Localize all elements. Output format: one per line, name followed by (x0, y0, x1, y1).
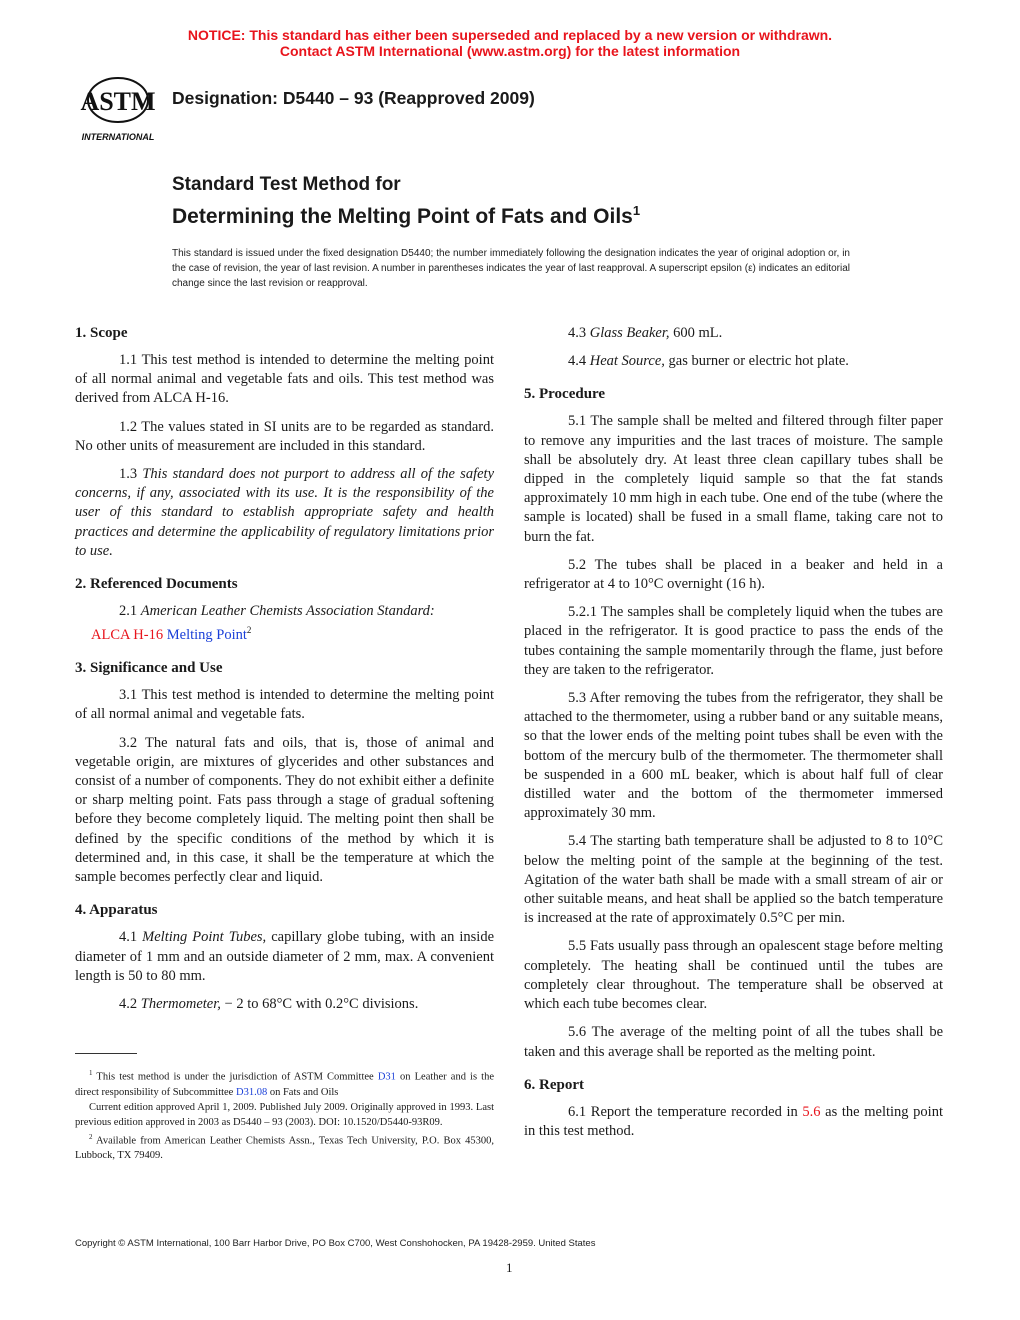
apparatus-4-1 (75, 928, 494, 986)
procedure-5-5: 5.5 Fats usually pass through an opalescent stage before melting completely. The heating shall be continued until the tubes are completely clear throughout. The temperature shall be observed at which each tube becomes clear. (524, 938, 943, 1013)
apparatus-4-2-num: 4.2 (119, 995, 141, 1012)
scope-1-3-text: This standard does not purport to address all of the safety concerns, if any, associated with its use. It is the responsibility of the user of this standard to establish appropriate safety and health practices and determine the applicability of regulatory limitations prior to use. (75, 466, 494, 559)
referenced-2-1-text: American Leather Chemists Association Standard: (140, 603, 435, 620)
apparatus-4-2-term: Thermometer, (140, 995, 221, 1012)
apparatus-4-4-text: gas burner or electric hot plate. (664, 353, 849, 370)
apparatus-4-1-text: capillary globe tubing, with an inside diameter of 1 mm and an outside diameter of 2 mm, max. A convenient length is 50 to 80 mm. (75, 929, 495, 984)
procedure-5-2: 5.2 The tubes shall be placed in a beaker and held in a refrigerator at 4 to 10°C overnight (16 h). (524, 556, 943, 593)
footnote-1-text-b: on Leather and is the direct responsibility of Subcommittee (75, 1071, 494, 1098)
apparatus-4-4 (524, 352, 943, 371)
title-footnote-mark: 1 (632, 203, 641, 218)
apparatus-4-2-text: − 2 to 68°C with 0.2°C divisions. (220, 995, 419, 1012)
title-line-2 (172, 198, 640, 230)
title-line-1: Standard Test Method for (172, 174, 401, 195)
left-column (75, 324, 494, 1023)
section-significance-heading: 3. Significance and Use (75, 660, 223, 677)
procedure-5-1: 5.1 The sample shall be melted and filtered through filter paper to remove any impurities and the last traces of moisture. The sample shall be absolutely dry. At least three clean capillary tubes shall be dipped in the completely liquid sample so that the fat stands approximately 10 mm high in each tube. One end of the tube (where the sample is located) shall be fused in a small flame, taking care not to burn the fat. (524, 413, 943, 545)
scope-1-3 (75, 465, 494, 561)
footnote-2-mark: 2 (89, 1132, 93, 1141)
apparatus-4-3-term: Glass Beaker, (589, 325, 670, 341)
referenced-2-1 (75, 602, 494, 621)
significance-3-1: 3.1 This test method is intended to determine the melting point of all normal animal and vegetable fats. (75, 687, 494, 723)
copyright: Copyright © ASTM International, 100 Barr Harbor Drive, PO Box C700, West Conshohocken, PA 19428-2959. United States (75, 1238, 596, 1249)
procedure-5-2-1: 5.2.1 The samples shall be completely liquid when the tubes are placed in the refrigerator. It is good practice to pass the ends of the tubes containing the sample momentarily through the flame, just before they are taken to the refrigerator. (524, 604, 943, 678)
procedure-5-6: 5.6 The average of the melting point of all the tubes shall be taken and this average shall be reported as the melting point. (524, 1024, 943, 1060)
apparatus-4-1-term: Melting Point Tubes, (142, 929, 267, 946)
alca-link[interactable]: ALCA H-16 (91, 627, 164, 644)
intro-paragraph: This standard is issued under the fixed designation D5440; the number immediately following the designation indicates the year of original adoption or, in the case of revision, the year of last revision. A number in parentheses indicates the year of last reapproval. A superscript epsilon (ε) indicates an editorial change since the last revision or reapproval. (172, 248, 850, 289)
notice-line-1: NOTICE: This standard has either been superseded and replaced by a new version or withdrawn. (187, 27, 833, 43)
report-6-1-text-a: 6.1 Report the temperature recorded in (568, 1103, 803, 1120)
apparatus-4-3-num: 4.3 (568, 325, 590, 341)
page-number: 1 (506, 1260, 513, 1275)
section-5-6-link[interactable]: 5.6 (802, 1103, 821, 1120)
d31-08-link[interactable]: D31.08 (235, 1086, 268, 1098)
scope-1-3-num: 1.3 (119, 466, 143, 483)
apparatus-4-3-text: 600 mL. (669, 325, 723, 341)
footnote-1-text-a: This test method is under the jurisdiction of ASTM Committee (92, 1071, 378, 1083)
scope-1-1: 1.1 This test method is intended to determine the melting point of all normal animal and vegetable fats and oils. This test method was derived from ALCA H-16. (75, 352, 494, 407)
logo-letters: ASTM (80, 87, 156, 116)
procedure-5-3: 5.3 After removing the tubes from the refrigerator, they shall be attached to the thermometer, using a rubber band or any suitable means, so that the lower ends of the melting point tubes shall be even with the bottom of the mercury bulb of the thermometer. The thermometer shall be suspended in a 600 mL beaker, which is about half full of clear distilled water and the bottom of the thermometer immersed approximately 30 mm. (524, 690, 943, 822)
footnote-2-text: Available from American Leather Chemists Assn., Texas Tech University, P.O. Box 45300, Lubbock, TX 79409. (75, 1135, 494, 1161)
apparatus-4-4-num: 4.4 (568, 353, 590, 370)
procedure-5-4: 5.4 The starting bath temperature shall be adjusted to 8 to 10°C below the melting point of the sample at the beginning of the test. Agitation of the water bath shall be made with a small stream of air or other suitable means, and heat shall be applied so the batch temperature is increased at the rate of approximately 0.5°C per min. (524, 833, 943, 927)
d31-link[interactable]: D31 (377, 1071, 396, 1083)
logo-subtext: INTERNATIONAL (81, 132, 155, 142)
section-apparatus-heading: 4. Apparatus (75, 902, 158, 919)
footnote-ref-2: 2 (246, 625, 252, 636)
footnotes (75, 1066, 494, 1163)
footnote-1-edition: Current edition approved April 1, 2009. Published July 2009. Originally approved in 1993. Last previous edition approved in 2003 as D5440 – 93 (2003). DOI: 10.1520/D5440-93R09. (75, 1101, 494, 1128)
withdrawal-notice (0, 27, 1020, 59)
footnote-2 (75, 1130, 494, 1164)
referenced-2-1-num: 2.1 (119, 603, 141, 620)
referenced-alca (75, 621, 494, 645)
melting-point-link[interactable]: Melting Point (166, 627, 247, 644)
section-report-heading: 6. Report (524, 1076, 584, 1093)
section-procedure-heading: 5. Procedure (524, 386, 606, 403)
designation: Designation: D5440 – 93 (Reapproved 2009) (172, 88, 535, 108)
footnote-1-mark: 1 (89, 1069, 93, 1077)
apparatus-4-2 (75, 995, 494, 1014)
astm-logo (72, 72, 164, 144)
section-referenced-heading: 2. Referenced Documents (75, 576, 238, 593)
significance-3-2: 3.2 The natural fats and oils, that is, those of animal and vegetable origin, are mixtures of glycerides and other substances and consist of a number of components. They do not exhibit either a definite or sharp melting point. Fats pass through a stage of gradual softening before they become completely liquid. The melting point then shall be defined by the specific conditions of the method by which it is determined and, in this case, it shall be the temperature at which the sample becomes perfectly clear and liquid. (75, 734, 494, 886)
title-text: Determining the Melting Point of Fats and Oils (172, 205, 633, 228)
apparatus-4-3 (524, 324, 943, 343)
report-6-1 (524, 1103, 943, 1141)
section-scope-heading: 1. Scope (75, 325, 128, 341)
footnote-rule (75, 1053, 137, 1054)
scope-1-2: 1.2 The values stated in SI units are to be regarded as standard. No other units of measurement are included in this standard. (75, 418, 494, 454)
apparatus-4-1-num: 4.1 (119, 929, 143, 946)
right-column (524, 324, 943, 1150)
report-6-1-text-b: as the melting point in this test method. (524, 1103, 943, 1139)
footnote-1-text-c: on Fats and Oils (267, 1086, 339, 1098)
footnote-1 (75, 1066, 494, 1100)
notice-line-2: Contact ASTM International (www.astm.org) for the latest information (279, 43, 741, 59)
apparatus-4-4-term: Heat Source, (589, 353, 665, 370)
